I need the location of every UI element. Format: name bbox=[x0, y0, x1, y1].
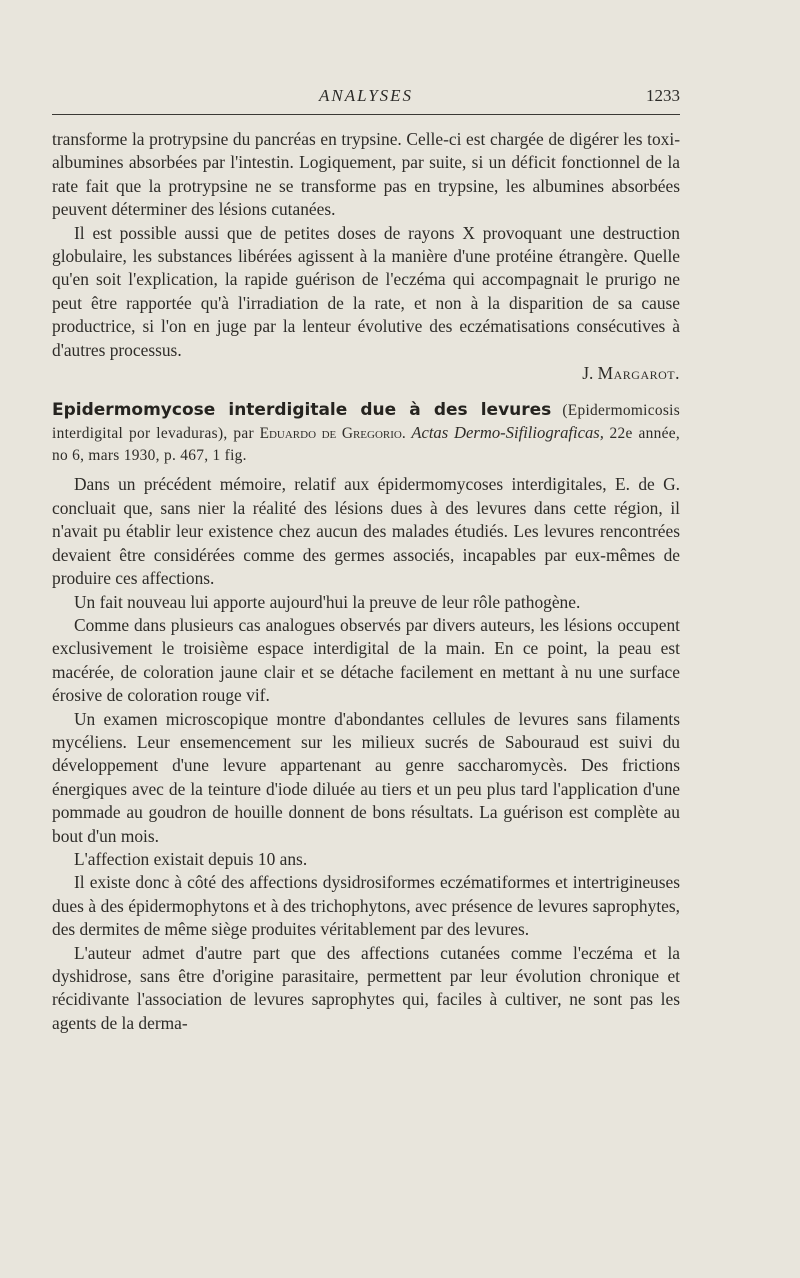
entry-author: Eduardo de Gregorio. bbox=[259, 425, 406, 443]
bibliographic-entry bbox=[52, 399, 680, 467]
signature-initial: J. bbox=[582, 363, 594, 384]
running-title: ANALYSES bbox=[318, 86, 414, 105]
entry-subtitle: (Epidermomicosis interdigital por levaduras), par bbox=[52, 402, 680, 443]
paragraph: Comme dans plusieurs cas analogues observés par divers auteurs, les lésions occupent exclusivement le troisième espace interdigital de la main. En ce point, la peau est macérée, de coloration jaune clair et se détache facilement en mettant à nu une surface érosive de coloration rouge vif. bbox=[52, 614, 680, 706]
page-number: 1233 bbox=[646, 86, 680, 105]
paragraph: L'affection existait depuis 10 ans. bbox=[74, 848, 308, 869]
paragraph: transforme la protrypsine du pancréas en trypsine. Celle-ci est chargée de digérer les toxi-albumines absorbées par l'intestin. Logiquement, par suite, si un déficit fonctionnel de la rate fait que la protrypsine ne se transforme pas en trypsine, les albumines absorbées peuvent déterminer des lésions cutanées. bbox=[52, 129, 680, 220]
running-header bbox=[52, 86, 680, 110]
paragraph: Un examen microscopique montre d'abondantes cellules de levures sans filaments mycéliens. Leur ensemencement sur les milieux sucrés de Sabouraud est suivi du développement d'une levure appartenant au genre saccharomycès. Des frictions énergiques avec de la teinture d'iode diluée au tiers et un peu plus tard l'application d'une pommade au goudron de houille donnent de bons résultats. La guérison est complète au bout d'un mois. bbox=[52, 708, 680, 846]
entry-details: 22e année, no 6, mars 1930, p. 467, 1 fig. bbox=[52, 425, 680, 465]
paragraph: Dans un précédent mémoire, relatif aux épidermomycoses interdigitales, E. de G. concluait que, sans nier la réalité des lésions dues à des levures dans cette région, il n'avait pu établir leur existence chez aucun des malades étudiés. Les levures rencontrées devaient être considérées comme des germes associés, incapables par eux-mêmes de produire ces affections. bbox=[52, 474, 680, 589]
paragraph-text: Il est possible aussi que de petites doses de rayons X provoquant une destruction globulaire, les substances libérées agissent à la manière d'une protéine étrangère. Quelle qu'en soit l'explication, la rapide guérison de l'eczéma qui accompagnait le prurigo ne peut être rapportée qu'à l'irradiation de la rate, et non à la disparition de sa cause productrice, si l'on en juge par la lenteur évolutive des eczématisations consécutives à d'autres processus. bbox=[52, 222, 680, 360]
paragraph: L'auteur admet d'autre part que des affections cutanées comme l'eczéma et la dyshidrose, sans être d'origine parasitaire, permettent par leur évolution chronique et récidivante l'association de levures saprophytes qui, faciles à cultiver, ne sont pas les agents de la derma- bbox=[52, 942, 680, 1033]
article-body bbox=[52, 128, 680, 1035]
paragraph: Il existe donc à côté des affections dysidrosiformes eczématiformes et intertrigineuses dues à des épidermophytons et à des trichophytons, avec présence de levures saprophytes, des dermites de même siège produites véritablement par des levures. bbox=[52, 872, 680, 940]
header-rule bbox=[52, 114, 680, 115]
signature bbox=[52, 362, 680, 385]
paragraph bbox=[52, 222, 680, 386]
paragraph: Un fait nouveau lui apporte aujourd'hui la preuve de leur rôle pathogène. bbox=[74, 591, 581, 612]
entry-journal: Actas Dermo-Sifiliograficas, bbox=[411, 423, 604, 443]
signature-surname: Margarot. bbox=[597, 363, 680, 384]
entry-title: Epidermomycose interdigitale due à des levures bbox=[52, 400, 552, 421]
